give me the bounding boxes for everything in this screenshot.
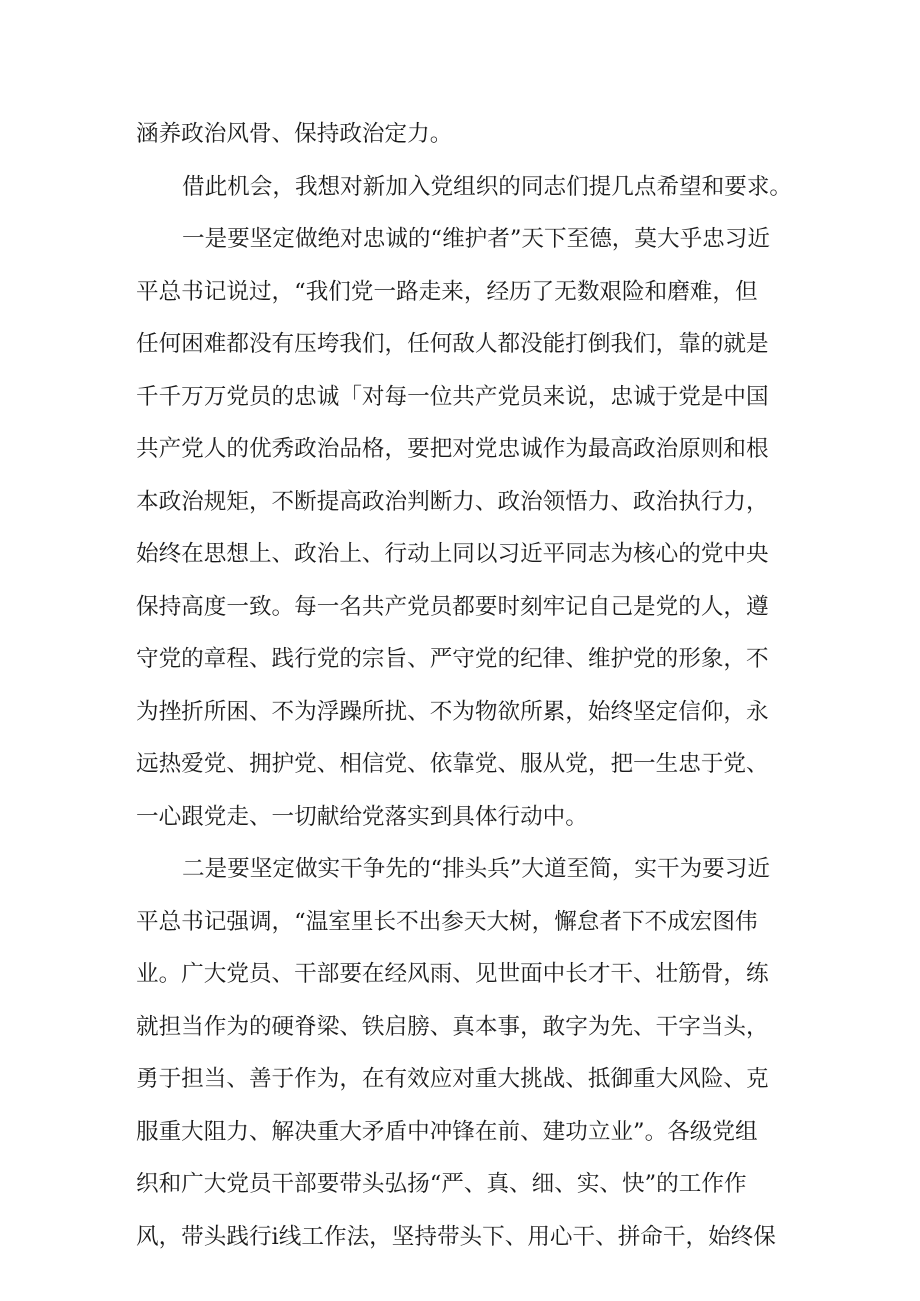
text-line: 业。广大党员、干部要在经风雨、见世面中长才干、壮筋骨，练 — [136, 961, 769, 987]
document-body — [136, 108, 796, 1263]
text-line: 远热爱党、拥护党、相信党、依靠党、服从党，把一生忠于党、 — [136, 751, 769, 777]
text-line: 织和广大党员干部要带头弘扬“严、真、细、实、快”的工作作 — [136, 1171, 747, 1197]
text-line: 为挫折所困、不为浮躁所扰、不为物欲所累，始终坚定信仰，永 — [136, 698, 769, 725]
text-line: 勇于担当、善于作为，在有效应对重大挑战、抵御重大风险、克 — [136, 1066, 769, 1092]
text-line: 始终在思想上、政治上、行动上同以习近平同志为核心的党中央 — [136, 541, 769, 567]
text-line: 任何困难都没有压垮我们，任何敌人都没能打倒我们，靠的就是 — [136, 331, 769, 357]
text-line: 守党的章程、践行党的宗旨、严守党的纪律、维护党的形象，不 — [136, 646, 769, 672]
text-line: 服重大阻力、解决重大矛盾中冲锋在前、建功立业”。各级党组 — [136, 1118, 758, 1145]
text-line: 平总书记说过，“我们党一路走来，经历了无数艰险和磨难，但 — [136, 278, 758, 305]
text-line: 千千万万党员的忠诚「对每一位共产党员来说，忠诚于党是中国 — [136, 383, 769, 410]
text-line: 一心跟党走、一切献给党落实到具体行动中。 — [136, 803, 588, 830]
text-line: 就担当作为的硬脊梁、铁启膀、真本事，敢字为先、干字当头， — [136, 1013, 769, 1040]
text-line: 本政治规矩，不断提高政治判断力、政治领悟力、政治执行力， — [136, 488, 769, 515]
text-line: 保持高度一致。每一名共产党员都要时刻牢记自己是党的人，遵 — [136, 593, 769, 620]
paragraph-first-line: 二是要坚定做实干争先的“排头兵”大道至简，实干为要习近 — [182, 856, 770, 882]
text-line: 风，带头践行i线工作法，坚持带头下、用心干、拼命干，始终保 — [136, 1223, 776, 1250]
text-line: 平总书记强调，“温室里长不出参天大树，懈怠者下不成宏图伟 — [136, 908, 758, 935]
text-line: 共产党人的优秀政治品格，要把对党忠诚作为最高政治原则和根 — [136, 436, 769, 462]
text-line: 涵养政治风骨、保持政治定力。 — [136, 121, 453, 147]
paragraph-first-line: 借此机会，我想对新加入党组织的同志们提几点希望和要求。 — [182, 173, 793, 200]
paragraph-first-line: 一是要坚定做绝对忠诚的“维护者”天下至德，莫大乎忠习近 — [182, 226, 770, 252]
